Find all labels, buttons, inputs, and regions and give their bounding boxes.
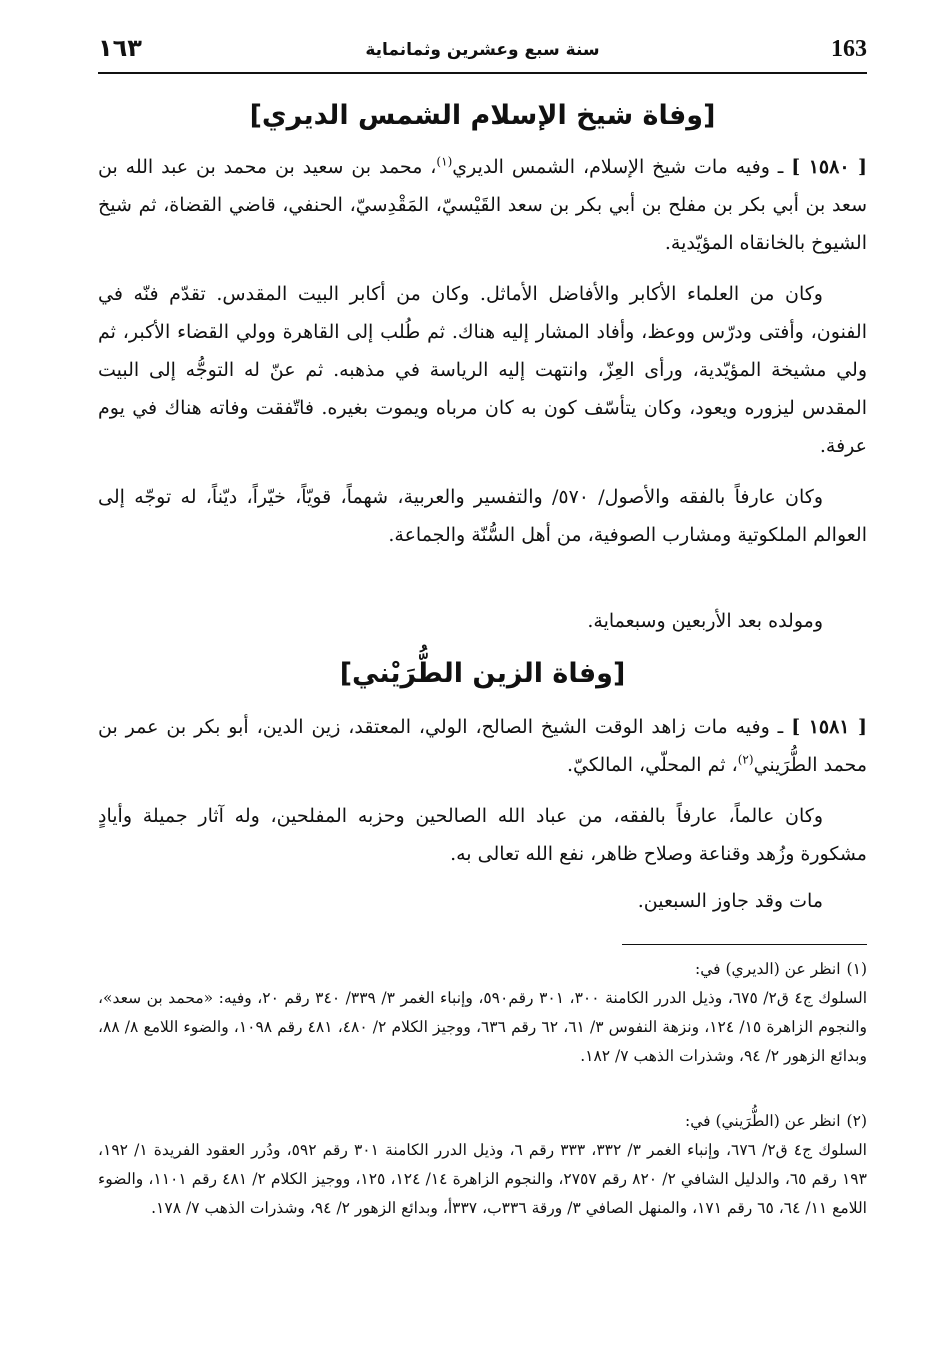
footnote-ref: (١) bbox=[436, 154, 453, 169]
running-title: سنة سبع وعشرين وثمانماية bbox=[365, 40, 600, 60]
footnote-body: السلوك ج٤ ق٢/ ٦٧٦، وإنباء الغمر ٣/ ٣٣٢، ٣٣٣ رقم ٦، وذيل الدرر الكامنة ٣٠١ رقم ٥٩٢، ودُرر العقود الفريدة ١/ ١٩٢، ١٩٣ رقم ٦٥، والدليل الشافي ٢/ ٨٢٠ رقم ٢٧٥٧، والنجوم الزاهرة ١٤/ ١٢٤، ١٢٥، ووجيز الكلام ٢/ ٤٨١ رقم ١١٠١، والضوء اللامع ١١/ ٦٤، ٦٥ رقم ١٧١، والمنهل الصافي ٣/ ورقة ٣٣٦ب، ٣٣٧أ، وبدائع الزهور ٢/ ٩٤، وشذرات الذهب ٧/ ١٧٨. bbox=[98, 1141, 867, 1217]
entry-text: ، محمد بن سعيد بن محمد بن عبد الله بن سعد بن أبي بكر بن مفلح بن أبي بكر بن سعد القَيْسيّ، المَقْدِسيّ، الحنفي، قاضي القضاة، ثم شيخ الشيوخ بالخانقاه المؤيّدية. bbox=[98, 156, 867, 254]
entry-1581 bbox=[98, 708, 867, 784]
footnote-body: السلوك ج٤ ق٢/ ٦٧٥، وذيل الدرر الكامنة ٣٠٠، ٣٠١ رقم٥٩٠، وإنباء الغمر ٣/ ٣٣٩/ ٣٤٠ رقم ٢٠، وفيه: «محمد بن سعد»، والنجوم الزاهرة ١٥/ ١٢٤، ونزهة النفوس ٣/ ٦١، ٦٢ رقم ٦٣٦، ووجيز الكلام ٢/ ٤٨٠، ٤٨١ رقم ١٠٩٨، والضوء اللامع ٨/ ٨٨، وبدائع الزهور ٢/ ٩٤، وشذرات الذهب ٧/ ١٨٢. bbox=[98, 989, 868, 1065]
footnote-marker: (٢) bbox=[846, 1112, 867, 1130]
footnote-head bbox=[98, 1107, 867, 1136]
footnote-title: انظر عن (الديري) في: bbox=[695, 960, 841, 978]
footnote-head bbox=[98, 955, 867, 984]
running-header bbox=[98, 34, 867, 68]
footnote-rule bbox=[622, 944, 867, 945]
section-heading-dayri: [وفاة شيخ الإسلام الشمس الديري] bbox=[249, 100, 716, 131]
biography-paragraph: وكان عارفاً بالفقه والأصول/ ٥٧٠/ والتفسير والعربية، شهماً، قويّاً، خيّراً، ديّناً، له توجّه إلى العوالم الملكوتية ومشارب الصوفية، من أهل السُّنّة والجماعة. bbox=[98, 486, 867, 546]
footnote-ref: (٢) bbox=[737, 752, 754, 767]
footnote-title: انظر عن (الطُّرَيني) في: bbox=[684, 1112, 841, 1130]
entry-text: ، ثم المحلّي، المالكيّ. bbox=[566, 754, 738, 776]
entry-number: [ ١٥٨٠ ] bbox=[791, 156, 867, 178]
page-number-latin: 163 bbox=[831, 36, 867, 62]
section-heading-turayni: [وفاة الزين الطُّرَيْني] bbox=[339, 658, 626, 689]
footnote-marker: (١) bbox=[846, 960, 867, 978]
footnote-2 bbox=[98, 1107, 867, 1223]
death-paragraph: مات وقد جاوز السبعين. bbox=[637, 890, 823, 912]
biography-paragraph: وكان من العلماء الأكابر والأفاضل الأماثل. وكان من أكابر البيت المقدس. تقدّم فنّه في الفنون، وأفتى ودرّس ووعظ، وأفاد المشار إليه هناك. ثم طُلب إلى القاهرة وولي القضاء الأكبر، ثم ولي مشيخة المؤيّدية، ورأى العِزّ، وانتهت إليه الرياسة في مذهبه. ثم عنّ له التوجُّه إلى البيت المقدس ليزوره ويعود، وكان يتأسّف كون به كان مرباه ويموت بغيره. فاتّفقت وفاته هناك في يوم عرفة. bbox=[98, 283, 867, 457]
page-number-arabic: ١٦٣ bbox=[98, 34, 142, 62]
birth-paragraph: ومولده بعد الأربعين وسبعماية. bbox=[587, 610, 823, 632]
biography-paragraph: وكان عالماً، عارفاً بالفقه، من عباد الله الصالحين وحزبه المفلحين، وله آثار جميلة وأيادٍ مشكورة وزُهد وقناعة وصلاح ظاهر، نفع الله تعالى به. bbox=[98, 805, 867, 865]
entry-text: ـ وفيه مات شيخ الإسلام، الشمس الديري bbox=[452, 156, 792, 178]
entry-text: ـ وفيه مات زاهد الوقت الشيخ الصالح، الولي، المعتقد، زين الدين، أبو بكر بن عمر بن محمد الطُّرَيني bbox=[98, 716, 867, 776]
header-rule bbox=[98, 72, 867, 74]
footnote-1 bbox=[98, 955, 867, 1071]
entry-number: [ ١٥٨١ ] bbox=[791, 716, 868, 738]
entry-1580 bbox=[98, 148, 867, 262]
